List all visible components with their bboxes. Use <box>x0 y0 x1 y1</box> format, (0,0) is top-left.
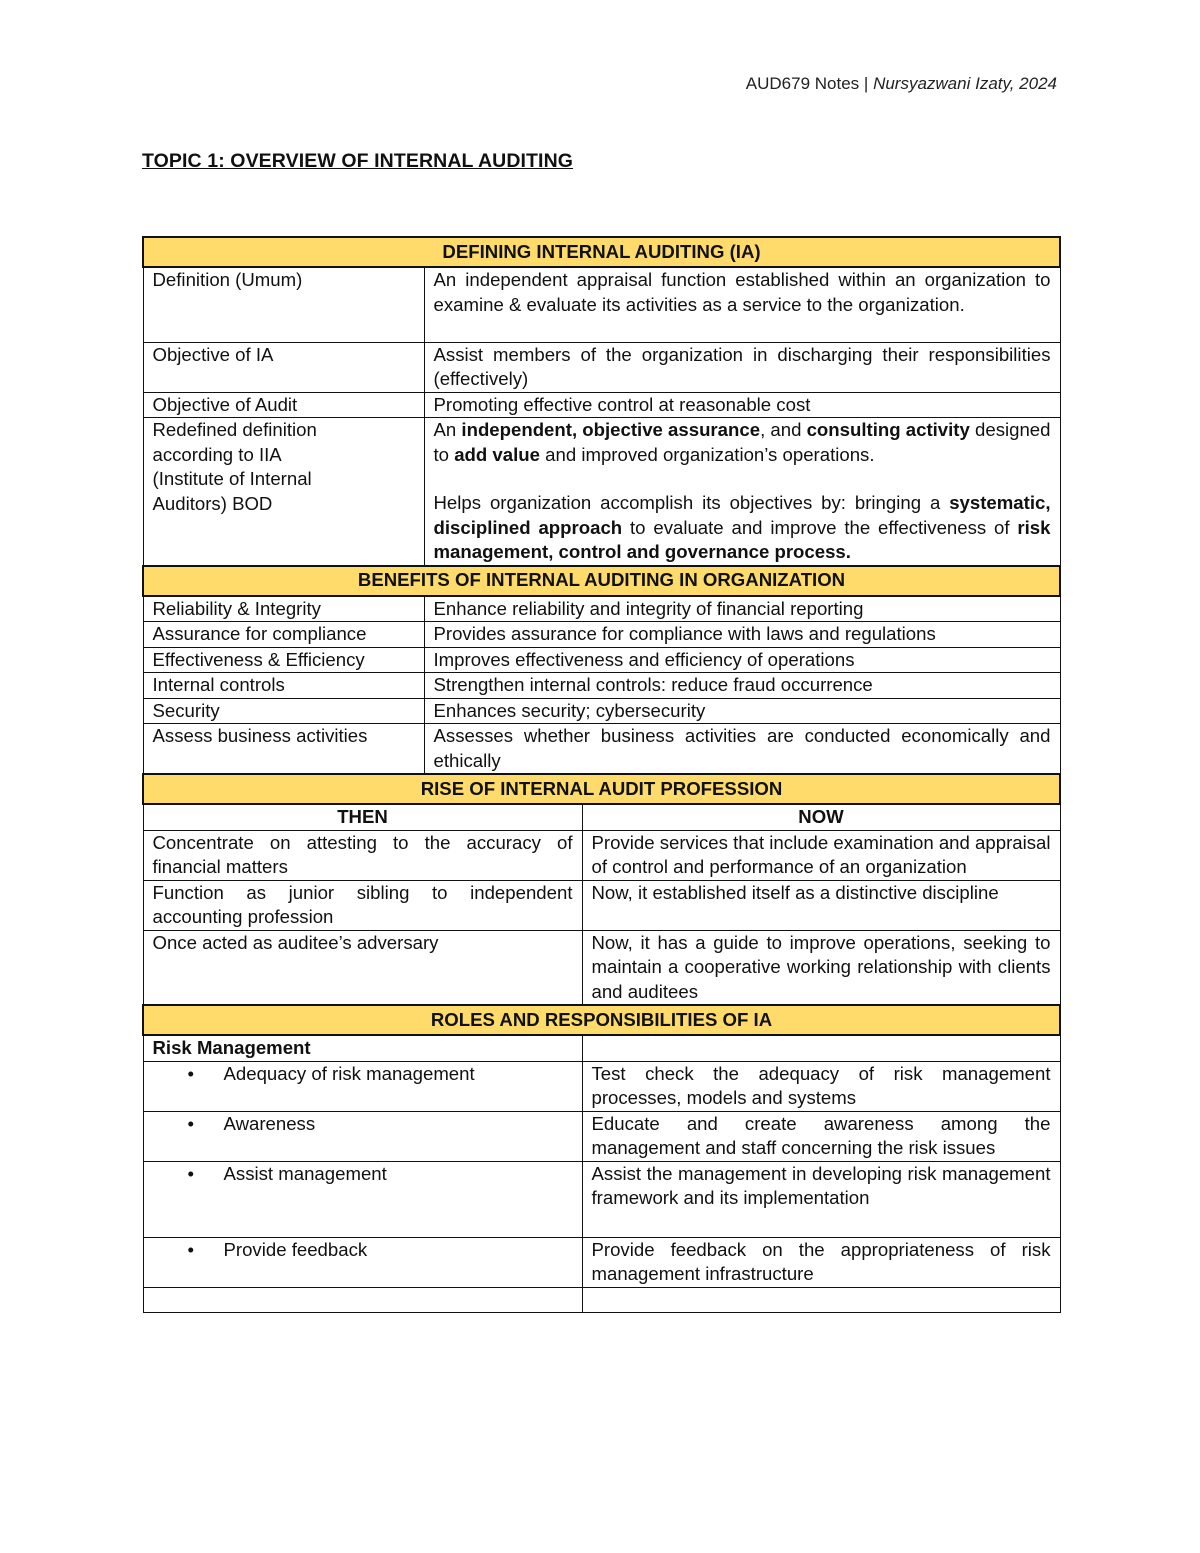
term-cell: Internal controls <box>143 673 424 699</box>
desc-cell: Improves effectiveness and efficiency of operations <box>424 647 1060 673</box>
bullet-icon: • <box>187 1162 195 1184</box>
redefined-desc-cell <box>424 418 1060 566</box>
term-cell: Redefined definition according to IIA (Institute of Internal Auditors) BOD <box>143 418 424 566</box>
desc-cell: Provides assurance for compliance with laws and regulations <box>424 622 1060 648</box>
term-cell: Effectiveness & Efficiency <box>143 647 424 673</box>
section-heading-rise: RISE OF INTERNAL AUDIT PROFESSION <box>143 774 1060 804</box>
section-heading-defining: DEFINING INTERNAL AUDITING (IA) <box>143 237 1060 267</box>
desc-cell: An independent appraisal function established within an organization to examine & evaluate its activities as a service to the organization. <box>424 267 1060 342</box>
term-cell: Security <box>143 698 424 724</box>
then-cell: Function as junior sibling to independent accounting profession <box>143 880 582 930</box>
notes-table <box>142 236 1061 1313</box>
empty-cell <box>582 1035 1060 1061</box>
desc-cell: Assesses whether business activities are conducted economically and ethically <box>424 724 1060 775</box>
desc-cell: Assist members of the organization in discharging their responsibilities (effectively) <box>424 342 1060 392</box>
subheading-risk-management: Risk Management <box>143 1035 582 1061</box>
term-cell: Assurance for compliance <box>143 622 424 648</box>
empty-cell <box>582 1287 1060 1312</box>
term-cell: Assess business activities <box>143 724 424 775</box>
desc-cell: Promoting effective control at reasonable cost <box>424 392 1060 418</box>
then-cell: Once acted as auditee’s adversary <box>143 930 582 1005</box>
now-cell: Now, it has a guide to improve operations, seeking to maintain a cooperative working relationship with clients and auditees <box>582 930 1060 1005</box>
section-heading-roles: ROLES AND RESPONSIBILITIES OF IA <box>143 1005 1060 1035</box>
term-cell: Reliability & Integrity <box>143 596 424 622</box>
bullet-item: • Provide feedback <box>143 1237 582 1287</box>
bullet-icon: • <box>187 1062 195 1084</box>
page-title: TOPIC 1: OVERVIEW OF INTERNAL AUDITING <box>142 150 574 172</box>
desc-cell: Strengthen internal controls: reduce fraud occurrence <box>424 673 1060 699</box>
bullet-icon: • <box>187 1238 195 1260</box>
section-heading-benefits: BENEFITS OF INTERNAL AUDITING IN ORGANIZATION <box>143 566 1060 596</box>
column-header-now: NOW <box>582 804 1060 830</box>
author-name: Nursyazwani Izaty, 2024 <box>873 74 1057 93</box>
bullet-icon: • <box>187 1112 195 1134</box>
term-cell: Objective of IA <box>143 342 424 392</box>
now-cell: Now, it established itself as a distinctive discipline <box>582 880 1060 930</box>
redefined-paragraph-1: An independent, objective assurance, and consulting activity designed to add value and improved organization’s operations. <box>433 419 1051 465</box>
desc-cell: Enhance reliability and integrity of financial reporting <box>424 596 1060 622</box>
header-separator: | <box>863 74 869 93</box>
desc-cell: Enhances security; cybersecurity <box>424 698 1060 724</box>
bullet-item: • Adequacy of risk management <box>143 1061 582 1111</box>
now-cell: Provide services that include examination and appraisal of control and performance of an organization <box>582 830 1060 880</box>
bullet-item: • Assist management <box>143 1161 582 1237</box>
desc-cell: Educate and create awareness among the management and staff concerning the risk issues <box>582 1111 1060 1161</box>
empty-cell <box>143 1287 582 1312</box>
redefined-paragraph-2: Helps organization accomplish its objectives by: bringing a systematic, disciplined approach to evaluate and improve the effectiveness of risk management, control and governance process. <box>433 492 1051 562</box>
desc-cell: Assist the management in developing risk management framework and its implementation <box>582 1161 1060 1237</box>
page-header <box>746 74 1057 94</box>
term-cell: Definition (Umum) <box>143 267 424 342</box>
desc-cell: Test check the adequacy of risk management processes, models and systems <box>582 1061 1060 1111</box>
course-code: AUD679 Notes <box>745 74 860 93</box>
term-cell: Objective of Audit <box>143 392 424 418</box>
then-cell: Concentrate on attesting to the accuracy of financial matters <box>143 830 582 880</box>
bullet-item: • Awareness <box>143 1111 582 1161</box>
column-header-then: THEN <box>143 804 582 830</box>
desc-cell: Provide feedback on the appropriateness of risk management infrastructure <box>582 1237 1060 1287</box>
